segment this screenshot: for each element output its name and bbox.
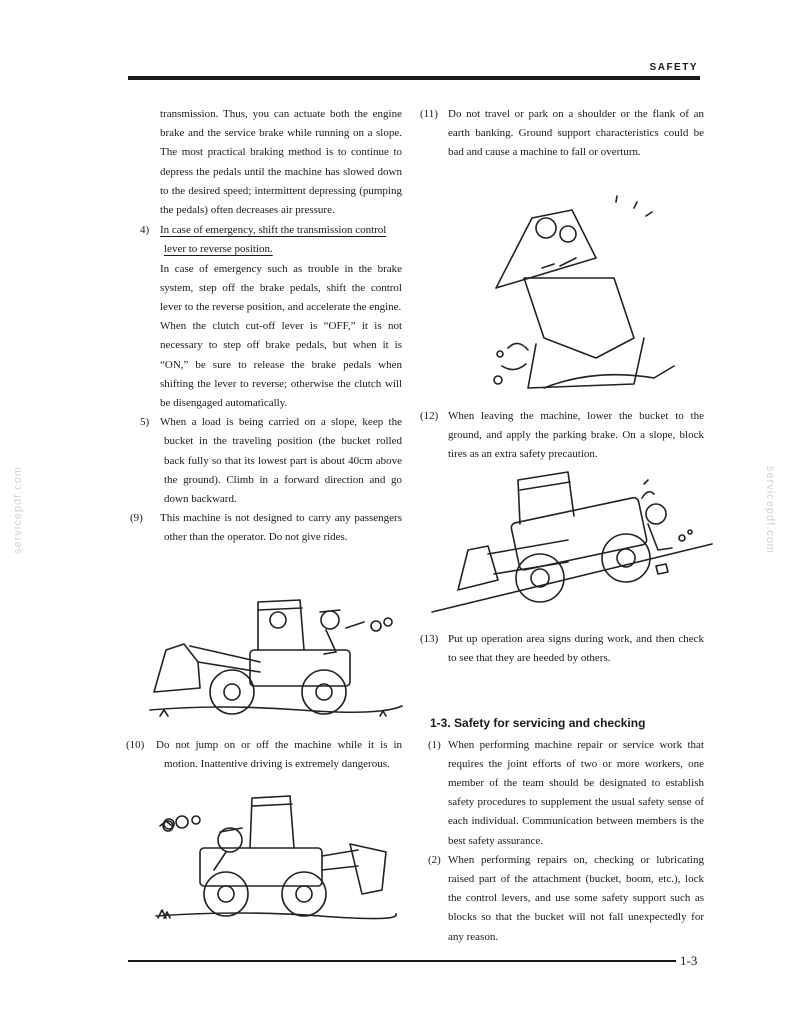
footer-rule bbox=[128, 960, 676, 962]
item-13-number: (13) bbox=[420, 633, 439, 645]
item-5-text: When a load is being carried on a slope, keep the bucket in the traveling position (the bucket rolled back fully so that its lowest part is about 40cm above the ground). Climb in a forward direction and go down backward. bbox=[160, 416, 402, 506]
item-4-heading: In case of emergency, shift the transmission control lever to reverse position. bbox=[160, 224, 387, 256]
header-rule bbox=[128, 76, 700, 80]
illustration-shoulder-rollover bbox=[484, 188, 684, 398]
left-column-upper bbox=[130, 105, 402, 548]
paragraph-transmission: transmission. Thus, you can actuate both the engine brake and the service brake while running on a slope. The most practical braking method is to continue to depress the pedals until the machine has slowed down to the desired speed; intermittent depressing (pumping the pedals) often decreases air pressure. bbox=[160, 108, 402, 217]
page-number: 1-3 bbox=[680, 953, 698, 968]
item-4-number: 4) bbox=[140, 224, 150, 237]
item-11-number: (11) bbox=[420, 108, 438, 120]
right-column-lower bbox=[420, 630, 704, 947]
item-4-body-2: When the clutch cut-off lever is “OFF,” it is not necessary to step off brake pedals, but when it is “ON,” be sure to release the brake pedals when shifting the lever to reverse; otherwise the clutch will be disengaged automatically. bbox=[160, 320, 402, 410]
item-12 bbox=[420, 407, 704, 465]
left-column-lower bbox=[126, 736, 402, 774]
section-title: 1-3. Safety for servicing and checking bbox=[430, 716, 646, 731]
illustration-parking-on-slope bbox=[428, 470, 718, 620]
item-11-text: Do not travel or park on a shoulder or the flank of an earth banking. Ground support characteristics could be bad and cause a machine to fall or overturn. bbox=[448, 108, 704, 159]
service-item-1-text: When performing machine repair or service work that requires the joint efforts of two or more workers, one member of the team should be designated to establish safety procedures to supplement the usual safety sense of each individual. Communication between members is the best safety assurance. bbox=[448, 738, 704, 847]
item-5 bbox=[130, 413, 402, 509]
item-9-text: This machine is not designed to carry any passengers other than the operator. Do not give rides. bbox=[160, 512, 402, 544]
item-12-number: (12) bbox=[420, 410, 439, 422]
item-4-body-1: In case of emergency such as trouble in the brake system, step off the brake pedals, shift the control lever to the reverse position, and accelerate the engine. bbox=[160, 262, 402, 314]
service-item-2-number: (2) bbox=[428, 853, 441, 866]
service-item-1 bbox=[420, 736, 704, 851]
item-10 bbox=[126, 736, 402, 774]
item-13-text: Put up operation area signs during work, and then check to see that they are heeded by others. bbox=[448, 633, 704, 665]
watermark-right: servicepdf.com bbox=[764, 466, 776, 554]
illustration-no-passengers bbox=[140, 592, 410, 722]
item-5-number: 5) bbox=[140, 416, 150, 429]
service-item-2 bbox=[420, 851, 704, 947]
right-column-upper bbox=[420, 105, 704, 163]
item-10-number: (10) bbox=[126, 739, 145, 751]
item-11 bbox=[420, 105, 704, 163]
section-label: SAFETY bbox=[649, 62, 698, 73]
service-item-1-number: (1) bbox=[428, 738, 441, 751]
service-item-2-text: When performing repairs on, checking or lubricating raised part of the attachment (bucket, boom, etc.), lock the control levers, and use some safety support such as blocks so that the bucket will not fall unexpectedly for any reason. bbox=[448, 853, 704, 943]
item-4 bbox=[130, 221, 402, 259]
item-9 bbox=[130, 509, 402, 547]
item-9-number: (9) bbox=[130, 512, 143, 525]
item-10-text: Do not jump on or off the machine while it is in motion. Inattentive driving is extremely dangerous. bbox=[156, 739, 402, 771]
illustration-no-jumping bbox=[150, 790, 400, 925]
item-12-text: When leaving the machine, lower the bucket to the ground, and apply the parking brake. On a slope, block tires as an extra safety precaution. bbox=[448, 410, 704, 461]
item-13 bbox=[420, 630, 704, 668]
watermark-left: servicepdf.com bbox=[12, 466, 24, 554]
right-column-middle bbox=[420, 407, 704, 465]
